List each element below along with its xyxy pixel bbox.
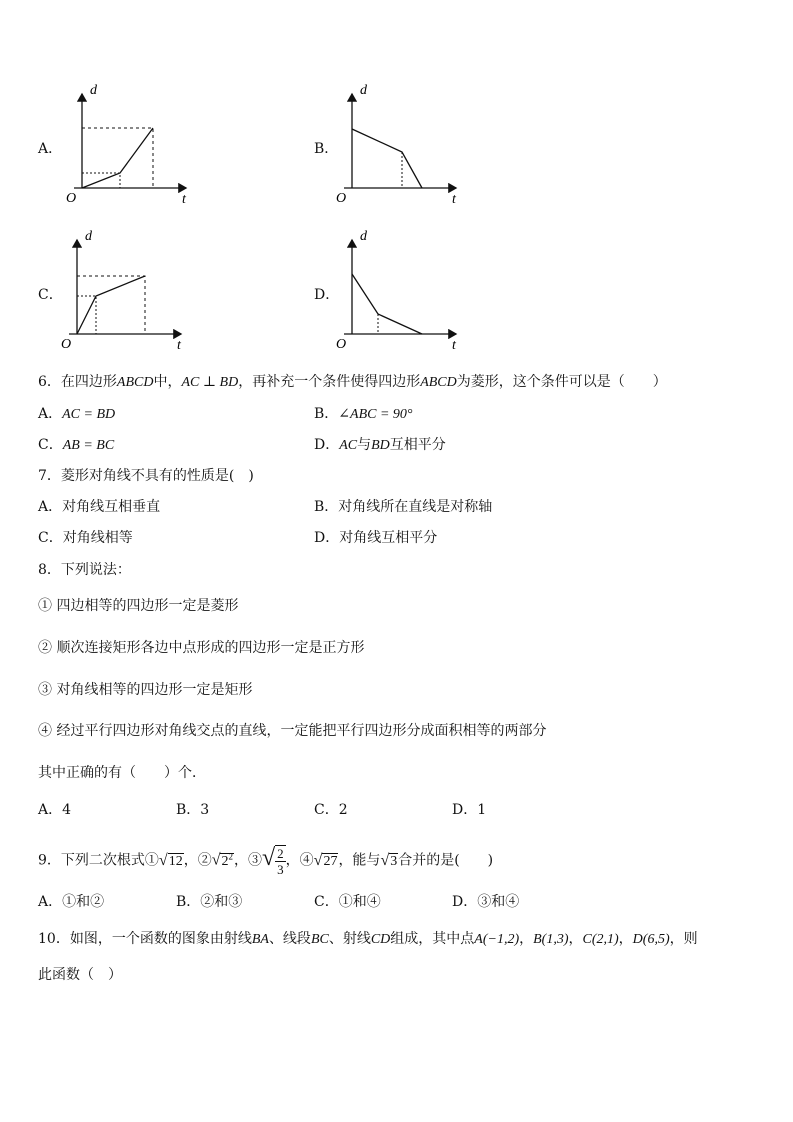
radicand: 27 <box>323 853 338 869</box>
q10-math: BA <box>251 932 269 947</box>
option-letter: B． <box>176 802 201 818</box>
q9-option-b <box>176 893 242 911</box>
radicand: 3 <box>390 853 398 869</box>
radical-5: √3 <box>380 851 398 869</box>
option-text: ①和② <box>62 894 105 910</box>
q6-option-b <box>314 405 413 424</box>
option-text: 对角线互相平分 <box>339 530 438 546</box>
q10-point: D(6,5) <box>632 932 670 947</box>
y-axis-label: d <box>90 83 97 98</box>
q8-statement-3: ③ 对角线相等的四边形一定是矩形 <box>38 682 253 698</box>
q7-option-a <box>38 498 160 516</box>
option-text: 与 <box>357 437 372 453</box>
origin-label: O <box>66 191 77 206</box>
option-text: 对角线互相垂直 <box>62 499 161 515</box>
graph-a <box>60 80 200 210</box>
graph-line <box>352 274 422 334</box>
graph-c <box>55 226 195 356</box>
radical-2: $√2^2$ <box>211 851 233 869</box>
q8-option-c <box>314 801 348 819</box>
graph-d <box>330 226 470 356</box>
option-letter: A． <box>38 802 63 818</box>
option-text: 4 <box>62 802 72 818</box>
option-letter: D． <box>314 530 340 546</box>
option-letter: C． <box>314 802 339 818</box>
option-text: AB = BC <box>62 438 115 453</box>
q9-text: ，能与 <box>338 852 381 869</box>
q8-option-b <box>176 801 209 819</box>
option-letter: C． <box>38 437 63 453</box>
q10-math: BC <box>310 932 329 947</box>
radical-3: √ $\frac{2}{3}$ <box>261 844 284 878</box>
q6-math: ABCD <box>420 375 457 390</box>
radicand: 2 <box>221 853 229 869</box>
x-axis-label: t <box>452 338 456 353</box>
q8-tail: 其中正确的有（ ）个． <box>38 765 206 781</box>
q6-math: ABCD <box>116 375 154 390</box>
q9-option-a <box>38 893 104 911</box>
q9-text: 9．下列二次根式① <box>38 852 159 869</box>
q10-point: A(−1,2) <box>474 932 520 947</box>
option-text: 互相平分 <box>389 437 446 453</box>
q8-option-d <box>452 801 486 819</box>
option-letter: D． <box>314 437 340 453</box>
q10-line-2: 此函数（ ） <box>38 967 122 983</box>
q6-text: 为菱形，这个条件可以是（ ） <box>456 374 667 390</box>
option-letter: B． <box>314 406 339 422</box>
option-letter: D． <box>452 894 478 910</box>
option-math: AC <box>339 438 358 453</box>
option-letter: C． <box>314 894 339 910</box>
exponent: 2 <box>228 851 233 861</box>
q9-text: ，④ <box>285 852 314 869</box>
option-letter: A． <box>38 499 63 515</box>
q7-stem: 7．菱形对角线不具有的性质是( ) <box>38 468 254 484</box>
q6-option-c <box>38 436 114 455</box>
q6-option-a <box>38 405 115 424</box>
option-text: ③和④ <box>477 894 520 910</box>
x-axis-label: t <box>182 192 186 207</box>
guide-line <box>82 128 153 188</box>
guide-line <box>77 276 145 334</box>
q10-text: 10．如图，一个函数的图象由射线 <box>38 931 252 947</box>
q6-option-d <box>314 436 446 455</box>
q9-option-c <box>314 893 381 911</box>
q10-text: ， <box>568 931 583 947</box>
option-c-label: C． <box>38 287 63 303</box>
graph-line <box>352 129 422 188</box>
q10-stem <box>38 930 698 949</box>
q9-option-d <box>452 893 519 911</box>
fraction-numerator: 2 <box>277 846 284 862</box>
option-text: ②和③ <box>200 894 243 910</box>
y-axis-label: d <box>360 83 367 98</box>
option-text: ①和④ <box>338 894 381 910</box>
y-axis-label: d <box>360 229 367 244</box>
option-letter: A． <box>38 894 63 910</box>
option-text: 2 <box>338 802 348 818</box>
q9-text: 合并的是( ) <box>398 852 494 869</box>
q10-text: ， <box>519 931 534 947</box>
y-axis-label: d <box>85 229 92 244</box>
q8-statement-4: ④ 经过平行四边形对角线交点的直线，一定能把平行四边形分成面积相等的两部分 <box>38 723 547 739</box>
q10-text: 、射线 <box>328 931 371 947</box>
option-text: AC = BD <box>62 407 116 422</box>
radical-1: √12 <box>158 851 183 869</box>
q10-point: B(1,3) <box>533 932 569 947</box>
option-letter: A． <box>38 406 63 422</box>
x-axis-label: t <box>177 338 181 353</box>
origin-label: O <box>336 337 347 352</box>
q8-option-a <box>38 801 71 819</box>
q10-text: ，则 <box>669 931 698 947</box>
radical-4: √27 <box>313 851 338 869</box>
q7-option-b <box>314 498 492 516</box>
graph-line <box>77 276 145 334</box>
option-text: 3 <box>200 802 210 818</box>
option-a-label: A． <box>38 141 63 157</box>
q6-prefix: 6．在四边形 <box>38 374 117 390</box>
option-letter: B． <box>176 894 201 910</box>
option-text: 1 <box>477 802 487 818</box>
q6-stem <box>38 373 667 392</box>
q8-stem: 8．下列说法： <box>38 562 131 578</box>
option-letter: C． <box>38 530 63 546</box>
q6-text: ，再补充一个条件使得四边形 <box>238 374 421 390</box>
option-text: 对角线相等 <box>62 530 133 546</box>
q10-text: 组成，其中点 <box>390 931 475 947</box>
origin-label: O <box>61 337 72 352</box>
q7-option-c <box>38 529 133 547</box>
option-text: 对角线所在直线是对称轴 <box>338 499 493 515</box>
q10-text: 、线段 <box>268 931 311 947</box>
graph-b <box>330 80 470 210</box>
q10-text: ， <box>618 931 633 947</box>
option-letter: B． <box>314 499 339 515</box>
option-letter: D． <box>452 802 478 818</box>
option-math: BD <box>371 438 390 453</box>
q10-point: C(2,1) <box>582 932 619 947</box>
option-text: ∠ABC = 90° <box>338 407 413 422</box>
q9-stem <box>38 843 493 877</box>
graph-line <box>82 128 153 188</box>
q10-math: CD <box>370 932 391 947</box>
x-axis-label: t <box>452 192 456 207</box>
fraction-denominator: 3 <box>277 862 284 878</box>
origin-label: O <box>336 191 347 206</box>
radicand: 12 <box>168 853 183 869</box>
q9-text: ，② <box>183 852 212 869</box>
q8-statement-2: ② 顺次连接矩形各边中点形成的四边形一定是正方形 <box>38 640 365 656</box>
q7-option-d <box>314 529 437 547</box>
q9-text: ，③ <box>233 852 262 869</box>
option-b-label: B． <box>314 141 339 157</box>
q8-statement-1: ① 四边相等的四边形一定是菱形 <box>38 598 239 614</box>
q6-math: AC ⊥ BD <box>181 375 239 390</box>
option-d-label: D． <box>314 287 340 303</box>
q6-text: 中， <box>153 374 182 390</box>
